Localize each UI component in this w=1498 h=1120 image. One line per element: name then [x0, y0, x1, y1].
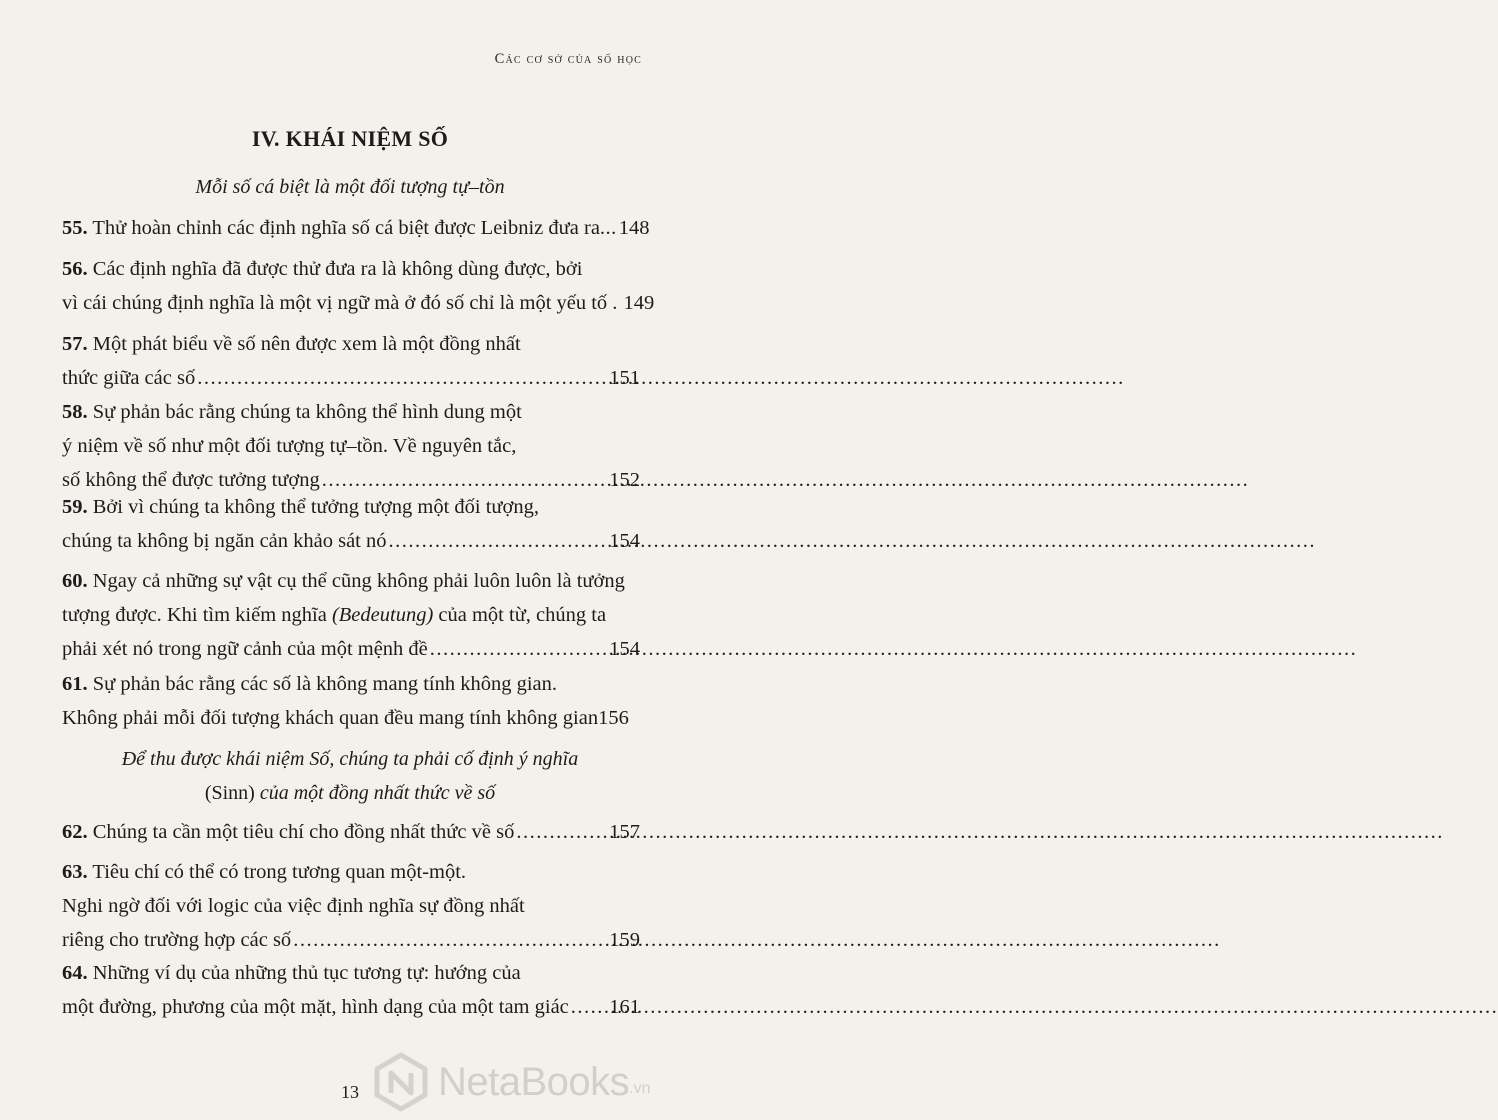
entry-number: 63.	[62, 861, 88, 883]
entry-text: chúng ta không bị ngăn cản khảo sát nó	[62, 530, 387, 552]
entry-number: 60.	[62, 570, 88, 592]
entry-text: Thử hoàn chỉnh các định nghĩa số cá biệt được Leibniz đưa ra	[92, 217, 600, 239]
section-heading-line: Để thu được khái niệm Số, chúng ta phải cố định ý nghĩa	[121, 748, 579, 770]
toc-entry-64	[62, 956, 640, 1024]
leader-dots	[291, 923, 609, 957]
leader-dots-short: ...	[599, 217, 617, 239]
toc-entry-line	[62, 286, 655, 320]
toc-entry-62	[62, 815, 640, 849]
entry-page-number: 148	[618, 217, 650, 239]
entry-text: một đường, phương của một mặt, hình dạng của một tam giác	[62, 996, 569, 1018]
toc-entry-line	[62, 524, 640, 558]
entry-number: 64.	[62, 962, 88, 984]
netabooks-logo-icon	[370, 1051, 432, 1113]
toc-entry-line	[62, 990, 640, 1024]
emphasized-term: (Bedeutung)	[331, 604, 434, 626]
toc-entry-line	[62, 598, 640, 632]
entry-page-number: 149	[623, 292, 655, 314]
entry-text: Sự phản bác rằng chúng ta không thể hình dung một	[92, 401, 522, 423]
entry-text: Tiêu chí có thể có trong tương quan một-một.	[92, 861, 467, 883]
entry-text: Nghi ngờ đối với logic của việc định nghĩa sự đồng nhất	[62, 895, 525, 917]
toc-entry-63	[62, 855, 640, 957]
toc-entry-line	[62, 429, 640, 463]
toc-entry-55	[62, 211, 650, 245]
entry-text: Bởi vì chúng ta không thể tưởng tượng một đối tượng,	[92, 496, 539, 518]
toc-entry-56	[62, 252, 655, 320]
toc-entry-58	[62, 395, 640, 497]
emphasized-term: (Sinn)	[204, 782, 255, 804]
leader-dots	[195, 361, 609, 395]
entry-page-number: 156	[598, 707, 629, 729]
section-heading	[0, 170, 700, 204]
toc-entry-line	[62, 923, 640, 957]
toc-entry-line	[62, 889, 640, 923]
toc-entry-line	[62, 361, 640, 395]
entry-number: 59.	[62, 496, 88, 518]
entry-page-number: 154	[609, 530, 640, 552]
entry-number: 61.	[62, 673, 88, 695]
watermark-brand: NetaBooks	[438, 1059, 630, 1104]
entry-text: tượng được. Khi tìm kiếm nghĩa (Bedeutung) của một từ, chúng ta	[62, 604, 607, 626]
toc-entry-line	[62, 667, 640, 701]
toc-entry-59	[62, 490, 640, 558]
leader-dots	[569, 990, 609, 1024]
toc-entry-line	[62, 564, 640, 598]
entry-page-number: 154	[609, 638, 640, 660]
entry-number: 56.	[62, 258, 88, 280]
toc-entry-line	[62, 701, 640, 735]
leader-dots	[387, 524, 610, 558]
toc-entry-line	[62, 632, 640, 666]
entry-text: Các định nghĩa đã được thử đưa ra là không dùng được, bởi	[92, 258, 583, 280]
leader-dots	[514, 815, 609, 849]
entry-text: Sự phản bác rằng các số là không mang tính không gian.	[92, 673, 558, 695]
entry-text: Chúng ta cần một tiêu chí cho đồng nhất thức về số	[92, 821, 515, 843]
netabooks-watermark	[370, 1048, 690, 1116]
toc-entry-line	[62, 855, 640, 889]
leader-dots	[428, 632, 609, 666]
toc-entry-line	[62, 252, 640, 286]
toc-entry-line	[62, 211, 650, 245]
section-heading	[0, 742, 700, 810]
entry-number: 55.	[62, 217, 88, 239]
entry-text: vì cái chúng định nghĩa là một vị ngữ mà ở đó số chỉ là một yếu tố .	[62, 292, 618, 314]
entry-text: phải xét nó trong ngữ cảnh của một mệnh đề	[62, 638, 428, 660]
toc-entry-61	[62, 667, 640, 735]
entry-text: ý niệm về số như một đối tượng tự–tồn. Về nguyên tắc,	[62, 435, 517, 457]
toc-entry-60	[62, 564, 640, 666]
toc-entry-line	[62, 956, 640, 990]
entry-text: riêng cho trường hợp các số	[62, 929, 292, 951]
toc-entry-line	[62, 327, 640, 361]
entry-page-number: 161	[609, 996, 640, 1018]
entry-text: Không phải mỗi đối tượng khách quan đều mang tính không gian	[62, 707, 599, 729]
entry-page-number: 157	[609, 821, 640, 843]
entry-page-number: 159	[609, 929, 640, 951]
running-header: Các cơ sở của số học	[494, 51, 642, 67]
section-heading-line: Mỗi số cá biệt là một đối tượng tự–tồn	[195, 176, 505, 198]
chapter-title: IV. KHÁI NIỆM SỐ	[251, 126, 449, 151]
entry-text: thức giữa các số	[62, 367, 196, 389]
entry-text: Những ví dụ của những thủ tục tương tự: hướng của	[92, 962, 521, 984]
toc-entry-line	[62, 815, 640, 849]
entry-page-number: 151	[609, 367, 640, 389]
watermark-tld: .vn	[629, 1080, 651, 1097]
entry-page-number: 152	[609, 469, 640, 491]
toc-entry-line	[62, 490, 640, 524]
entry-number: 57.	[62, 333, 88, 355]
entry-text: Ngay cả những sự vật cụ thể cũng không phải luôn luôn là tưởng	[92, 570, 625, 592]
entry-text: Một phát biểu về số nên được xem là một đồng nhất	[92, 333, 521, 355]
entry-text: số không thể được tưởng tượng	[62, 469, 320, 491]
toc-entry-57	[62, 327, 640, 395]
entry-number: 58.	[62, 401, 88, 423]
section-heading-line: (Sinn) của một đồng nhất thức về số	[204, 782, 496, 804]
page-number: 13	[341, 1082, 359, 1102]
toc-entry-line	[62, 395, 640, 429]
entry-number: 62.	[62, 821, 88, 843]
